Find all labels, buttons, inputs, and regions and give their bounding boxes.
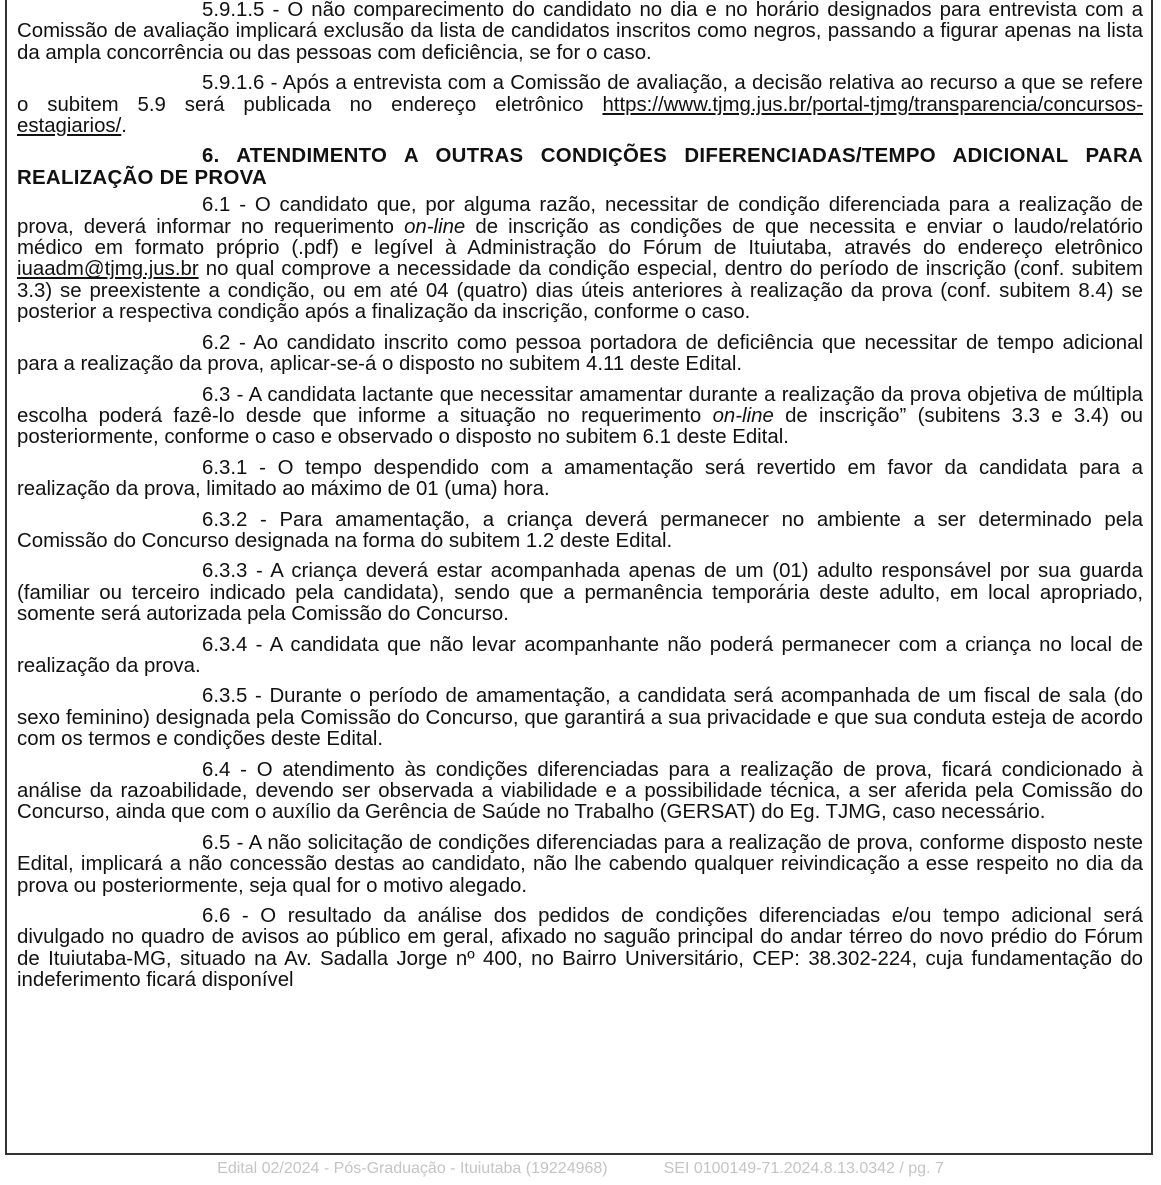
paragraph-5-9-1-6-end: . (121, 115, 127, 138)
paragraph-6-6: 6.6 - O resultado da análise dos pedidos de condições diferenciadas e/ou tempo adicional será divulgado no quadro de avisos ao público em geral, afixado no saguão principal do andar térreo do novo prédio do Fórum de Ituiutaba-MG, situado na Av. Sadalla Jorge nº 400, no Bairro Universitário, CEP: 38.302-224, cuja fundamentação do indeferimento ficará disponível (17, 905, 1143, 992)
paragraph-6-3-4: 6.3.4 - A candidata que não levar acompanhante não poderá permanecer com a criança no local de realização da prova. (17, 633, 1143, 677)
paragraph-6-3-1: 6.3.1 - O tempo despendido com a amamentação será revertido em favor da candidata para a realização da prova, limitado ao máximo de 01 (uma) hora. (17, 456, 1143, 501)
transparency-link[interactable]: https://www.tjmg.jus.br/portal-tjmg/transparencia/concursos-estagiarios/ (17, 93, 1143, 138)
paragraph-6-1-italic: on-line (404, 215, 466, 238)
paragraph-6-4: 6.4 - O atendimento às condições diferenciadas para a realização de prova, ficará condicionado à análise da razoabilidade, devendo ser observada a viabilidade e a possibilidade técnica, a ser aferida pela Comissão do Concurso, ainda que com o auxílio da Gerência de Saúde no Trabalho (GERSAT) do Eg. TJMG, caso necessário. (17, 758, 1143, 824)
paragraph-5-9-1-5: 5.9.1.5 - O não comparecimento do candidato no dia e no horário designados para entrevista com a Comissão de avaliação implicará exclusão da lista de candidatos inscritos como negros, passando a figurar apenas na lista da ampla concorrência ou das pessoas com deficiência, se for o caso. (17, 0, 1143, 64)
document-body (17, 0, 1143, 996)
paragraph-6-3-3: 6.3.3 - A criança deverá estar acompanhada apenas de um (01) adulto responsável por sua guarda (familiar ou terceiro indicado pela candidata), sendo que a permanência temporária deste adulto, em local apropriado, somente será autorizada pela Comissão do Concurso. (17, 560, 1143, 626)
paragraph-6-3-5: 6.3.5 - Durante o período de amamentação, a candidata será acompanhada de um fiscal de sala (do sexo feminino) designada pela Comissão do Concurso, que garantirá a sua privacidade e que sua conduta esteja de acordo com os termos e condições deste Edital. (17, 685, 1143, 751)
paragraph-6-3 (17, 385, 1143, 449)
paragraph-6-1-part2: de inscrição as condições de que necessita e enviar o laudo/relatório médico em formato próprio (.pdf) e legível à Administração do Fórum de Ituiutaba, através do endereço eletrônico (17, 215, 1144, 260)
paragraph-6-1-part3: no qual comprove a necessidade da condição especial, dentro do período de inscrição (conf. subitem 3.3) se preexistente a condição, ou em até 04 (quatro) dias úteis anteriores à realização da prova (conf. subitem 8.4) se posterior a respectiva condição após a finalização da inscrição, conforme o caso. (17, 258, 1143, 324)
section-6-heading: 6. ATENDIMENTO A OUTRAS CONDIÇÕES DIFERENCIADAS/TEMPO ADICIONAL PARA REALIZAÇÃO DE PROVA (17, 145, 1143, 189)
paragraph-6-3-part1: 6.3 - A candidata lactante que necessitar amamentar durante a realização da prova objetiva de múltipla escolha poderá fazê-lo desde que informe a situação no requerimento (17, 383, 1143, 427)
footer-edital: Edital 02/2024 - Pós-Graduação - Ituiutaba (19224968) (217, 1160, 608, 1177)
page-footer (0, 1160, 1161, 1178)
paragraph-6-1 (17, 195, 1143, 323)
paragraph-6-3-italic: on-line (712, 404, 774, 427)
paragraph-5-9-1-6-text: 5.9.1.6 - Após a entrevista com a Comissão de avaliação, a decisão relativa ao recurso a que se refere o subitem 5.9 será publicada no endereço eletrônico (17, 72, 1143, 116)
paragraph-6-2: 6.2 - Ao candidato inscrito como pessoa portadora de deficiência que necessitar de tempo adicional para a realização da prova, aplicar-se-á o disposto no subitem 4.11 deste Edital. (17, 331, 1143, 376)
paragraph-5-9-1-6 (17, 73, 1143, 137)
paragraph-6-1-part1: 6.1 - O candidato que, por alguma razão, necessitar de condição diferenciada para a realização de prova, deverá informar no requerimento (17, 194, 1143, 238)
paragraph-6-3-part2: de inscrição” (subitens 3.3 e 3.4) ou posteriormente, conforme o caso e observado o disposto no subitem 6.1 deste Edital. (17, 404, 1144, 449)
footer-sei: SEI 0100149-71.2024.8.13.0342 / pg. 7 (663, 1160, 944, 1177)
paragraph-6-3-2: 6.3.2 - Para amamentação, a criança deverá permanecer no ambiente a ser determinado pela Comissão do Concurso designada na forma do subitem 1.2 deste Edital. (17, 508, 1143, 552)
email-link[interactable]: iuaadm@tjmg.jus.br (17, 258, 199, 281)
paragraph-6-5: 6.5 - A não solicitação de condições diferenciadas para a realização de prova, conforme disposto neste Edital, implicará a não concessão destas ao candidato, não lhe cabendo qualquer reivindicação a esse respeito no dia da prova ou posteriormente, seja qual for o motivo alegado. (17, 831, 1143, 897)
